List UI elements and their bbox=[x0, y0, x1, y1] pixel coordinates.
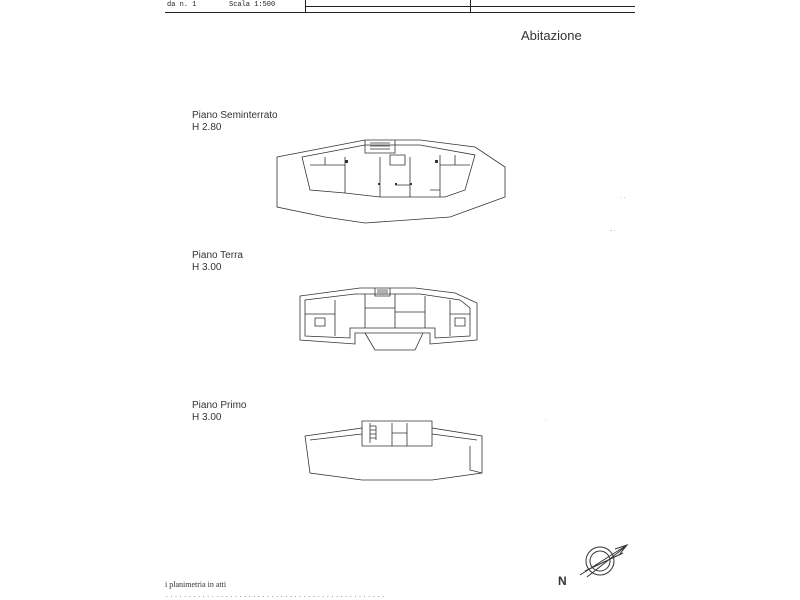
header-strip bbox=[165, 0, 635, 13]
floor-name: Piano Primo bbox=[192, 400, 247, 411]
side-mark: - · bbox=[610, 228, 616, 234]
north-label: N bbox=[558, 574, 567, 588]
floor-height: H 2.80 bbox=[192, 122, 222, 133]
floor-label-terra bbox=[192, 250, 243, 274]
floor-height: H 3.00 bbox=[192, 262, 222, 273]
document-title: Abitazione bbox=[521, 28, 582, 43]
floor-plan-primo bbox=[302, 418, 488, 488]
floor-height: H 3.00 bbox=[192, 412, 222, 423]
sheet-ref: da n. 1 bbox=[167, 1, 197, 9]
footer-caption: i planimetria in atti bbox=[165, 580, 227, 589]
floor-label-primo bbox=[192, 400, 246, 424]
floor-plan-seminterrato bbox=[270, 135, 510, 227]
scale-label: Scala 1:500 bbox=[229, 1, 276, 9]
north-arrow-icon bbox=[555, 535, 635, 585]
floor-plan-terra bbox=[295, 278, 485, 354]
side-mark: · · bbox=[620, 195, 626, 201]
header-divider bbox=[470, 0, 471, 12]
floor-name: Piano Seminterrato bbox=[192, 110, 278, 121]
floor-name: Piano Terra bbox=[192, 250, 243, 261]
floor-label-seminterrato bbox=[192, 110, 278, 134]
cadastral-sheet bbox=[165, 0, 635, 600]
footer-codes: ................................................ bbox=[165, 592, 386, 599]
side-mark: · bbox=[545, 418, 547, 424]
